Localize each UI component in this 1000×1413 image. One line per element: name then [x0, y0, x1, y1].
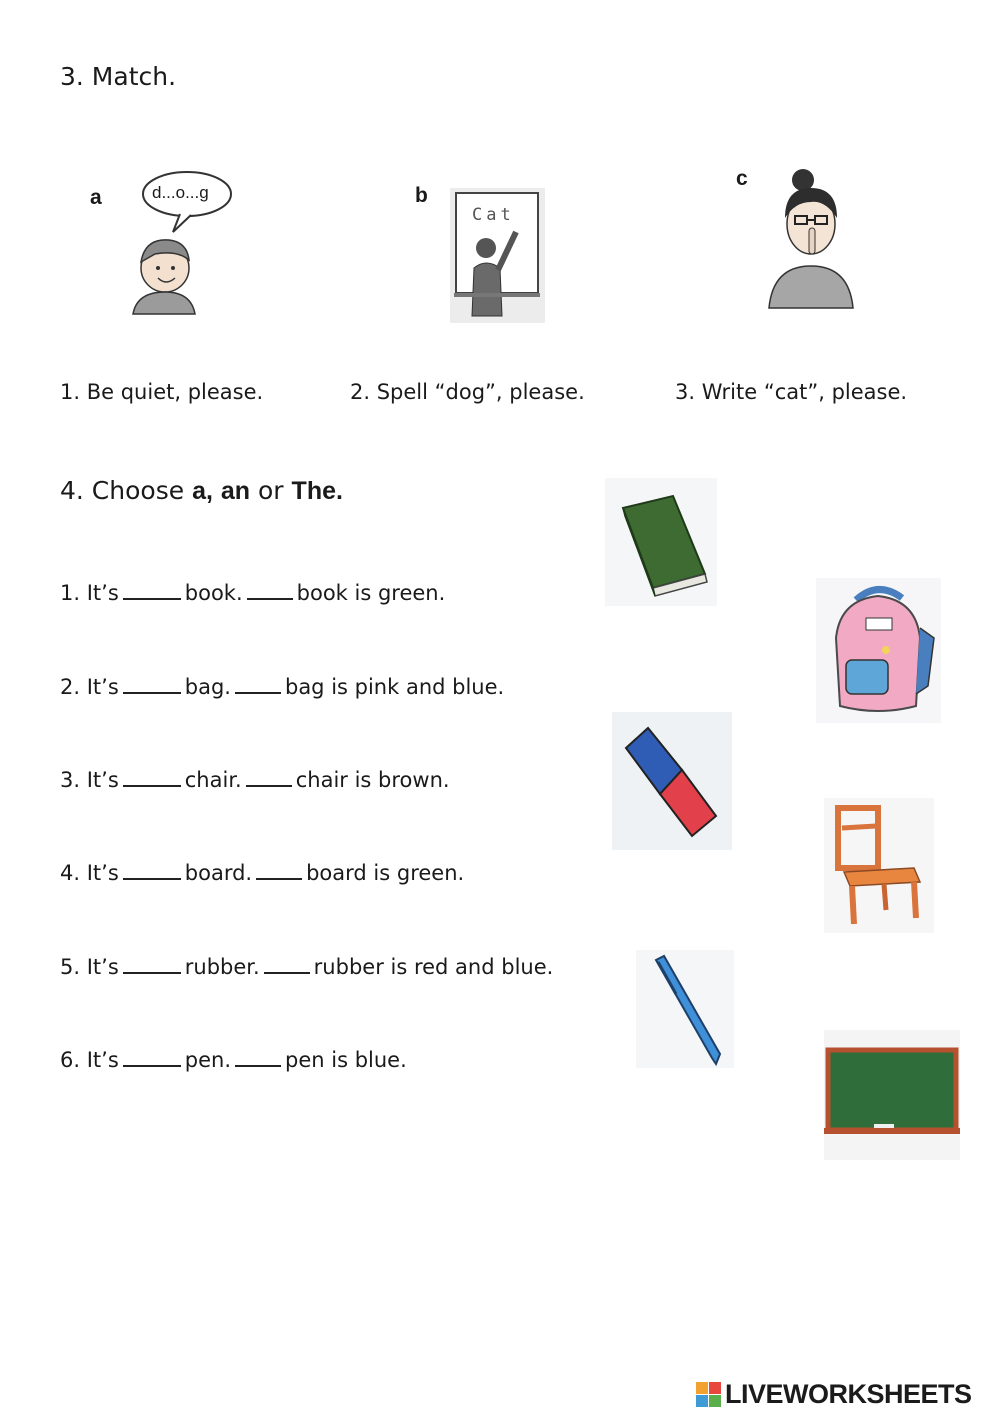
option-the: The. [291, 477, 343, 505]
answer-blank-4b[interactable] [256, 860, 302, 880]
liveworksheets-logo [696, 1378, 994, 1410]
match-caption-3: 3. Write “cat”, please. [675, 380, 908, 404]
sentence-rest: pen is blue. [285, 1048, 407, 1072]
sentence-5 [60, 954, 553, 979]
sentence-1 [60, 580, 445, 605]
sentence-noun: book. [184, 581, 243, 605]
logo-text: LIVEWORKSHEETS [725, 1378, 972, 1409]
sentence-number: 5. It’s [60, 955, 119, 979]
answer-blank-5b[interactable] [264, 954, 310, 974]
match-caption-2: 2. Spell “dog”, please. [350, 380, 585, 404]
sentence-rest: rubber is red and blue. [313, 955, 554, 979]
pen-picture [636, 950, 734, 1068]
sentence-rest: board is green. [306, 861, 465, 885]
answer-blank-3b[interactable] [246, 767, 292, 787]
sentence-noun: board. [184, 861, 253, 885]
option-an: an [220, 477, 251, 505]
sentence-2 [60, 674, 504, 699]
sentence-noun: rubber. [184, 955, 260, 979]
sentence-6 [60, 1047, 407, 1072]
logo-icon [696, 1382, 721, 1407]
sentence-number: 3. It’s [60, 768, 119, 792]
sentence-rest: chair is brown. [295, 768, 450, 792]
answer-blank-1b[interactable] [247, 580, 293, 600]
board-text: Cat [472, 205, 515, 225]
rubber-picture [612, 712, 732, 850]
bag-picture [816, 578, 941, 723]
sentence-noun: pen. [184, 1048, 232, 1072]
sentence-number: 2. It’s [60, 675, 119, 699]
section-4-title [60, 476, 343, 506]
answer-blank-6b[interactable] [235, 1047, 281, 1067]
section-3-title: 3. Match. [60, 62, 177, 91]
sentence-3 [60, 767, 450, 792]
sentence-noun: bag. [184, 675, 231, 699]
speech-bubble-text: d...o...g [152, 183, 209, 202]
sentence-number: 6. It’s [60, 1048, 119, 1072]
answer-blank-5a[interactable] [123, 954, 181, 974]
sentence-number: 4. It’s [60, 861, 119, 885]
sentence-number: 1. It’s [60, 581, 119, 605]
answer-blank-6a[interactable] [123, 1047, 181, 1067]
answer-blank-1a[interactable] [123, 580, 181, 600]
answer-blank-2b[interactable] [235, 674, 281, 694]
section-4-title-start: 4. Choose [60, 476, 185, 505]
picture-c-letter: c [736, 167, 748, 190]
answer-blank-4a[interactable] [123, 860, 181, 880]
answer-blank-2a[interactable] [123, 674, 181, 694]
chair-picture [824, 798, 934, 933]
picture-a-letter: a [90, 186, 102, 209]
match-caption-1: 1. Be quiet, please. [60, 380, 264, 404]
option-or: or [258, 476, 284, 505]
sentence-4 [60, 860, 464, 885]
book-picture [605, 478, 717, 606]
option-a: a, [192, 477, 213, 505]
answer-blank-3a[interactable] [123, 767, 181, 787]
sentence-rest: book is green. [296, 581, 446, 605]
sentence-rest: bag is pink and blue. [284, 675, 505, 699]
picture-b-letter: b [415, 184, 428, 207]
teacher-quiet-picture [765, 166, 857, 311]
board-picture [824, 1030, 960, 1160]
sentence-noun: chair. [184, 768, 242, 792]
